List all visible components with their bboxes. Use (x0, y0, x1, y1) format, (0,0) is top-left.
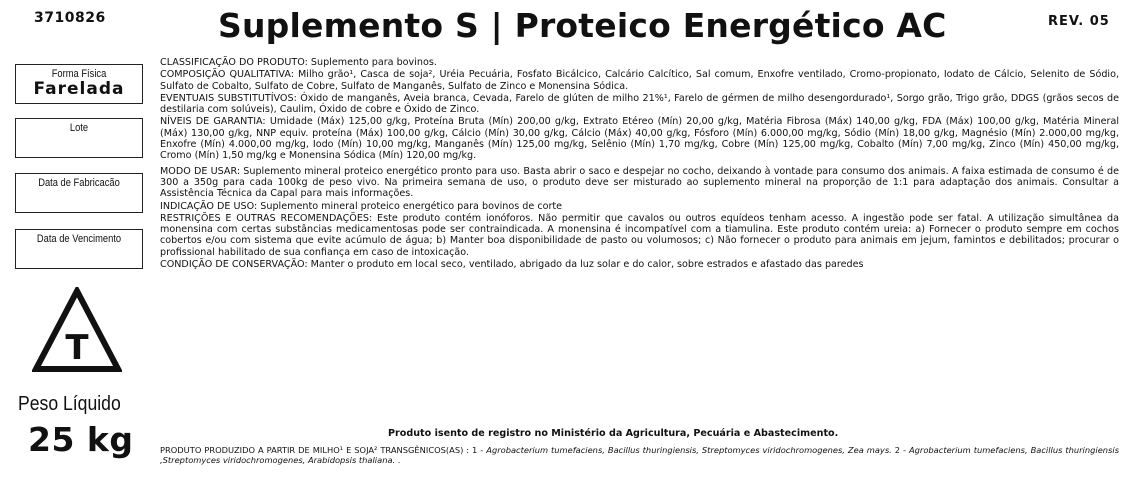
isento-registro-text: Produto isento de registro no Ministério da Agricultura, Pecuária e Abastecimento. (388, 428, 839, 439)
composicao-text: COMPOSIÇÃO QUALITATIVA: Milho grão¹, Casca de soja², Uréia Pecuária, Fosfato Bicálcico, Calcário Calcítico, Sal comum, Enxofre ventilado, Cromo-propionato, Iodato de Cálcio, Selenito de Sódio, Sulfato de Cobalto, Sulfato de Cobre, Sulfato de Manganês, Sulfato de Zinco e Monensina Sódica. (160, 69, 1119, 92)
lote-box (15, 118, 143, 158)
restricoes-text: RESTRIÇÕES E OUTRAS RECOMENDAÇÕES: Este produto contém ionóforos. Não permitir que cavalos ou outros equídeos tenham acesso. A ingestão pode ser fatal. A utilização simultânea da monensina com certas substâncias medicamentosas pode ser contraindicada. A monensina é incompatível com a tiamulina. Este produto contém ureia: a) Fornecer o produto sempre em cochos cobertos e/ou com sistema que evite acúmulo de água; b) Manter boa disponibilidade de pasto ou volumosos; c) Não fornecer o produto para animais em jejum, famintos e debilitados; procurar o profissional habilitado de sua confiança em caso de intoxicação. (160, 212, 1119, 258)
data-fabricacao-box (15, 173, 143, 213)
indicacao-text: INDICAÇÃO DE USO: Suplemento mineral proteico energético para bovinos de corte (160, 200, 563, 212)
garantia-text: NÍVEIS DE GARANTIA: Umidade (Máx) 125,00 g/kg, Proteína Bruta (Mín) 200,00 g/kg, Extrato Etéreo (Mín) 20,00 g/kg, Matéria Fibrosa (Máx) 140,00 g/kg, FDA (Máx) 100,00 g/kg, Matéria Mineral (Máx) 130,00 g/kg, NNP equiv. proteína (Máx) 100,00 g/kg, Cálcio (Mín) 30,00 g/kg, Cálcio (Máx) 40,00 g/kg, Fósforo (Mín) 6.000,00 mg/kg, Sódio (Mín) 18,00 g/kg, Magnésio (Mín) 2.000,00 mg/kg, Enxofre (Mín) 4.000,00 mg/kg, Iodo (Mín) 10,00 mg/kg, Manganês (Mín) 125,00 mg/kg, Selênio (Mín) 1,70 mg/kg, Cobre (Mín) 125,00 mg/kg, Cobalto (Mín) 7,00 mg/kg, Zinco (Mín) 450,00 mg/kg, Cromo (Mín) 1,50 mg/kg e Monensina Sódica (Mín) 120,00 mg/kg. (160, 116, 1119, 162)
organismos-sep: 2 - (891, 445, 909, 455)
transgenicos-prefix: PRODUTO PRODUZIDO A PARTIR DE MILHO¹ E SOJA² TRANSGÊNICOS(AS) : 1 - (160, 445, 487, 455)
substitutivos-text: EVENTUAIS SUBSTITUTÍVOS: Óxido de manganês, Aveia branca, Cevada, Farelo de glúten de milho 21%¹, Farelo de gérmen de milho desengordurado¹, Sorgo grão, Trigo grão, DDGS (grãos secos de destilaria com solúveis), Caulim, Óxido de cobre e Óxido de Zinco. (160, 92, 1119, 116)
peso-liquido-label: Peso Líquido (18, 393, 121, 415)
lote-label: Lote (69, 122, 89, 134)
data-vencimento-box (15, 229, 143, 269)
triangle-letter: T (65, 328, 89, 368)
peso-liquido-value: 25 kg (28, 420, 134, 459)
data-fabricacao-label: Data de Fabricacão (38, 177, 120, 189)
revision-label: REV. 05 (1048, 14, 1110, 29)
classificacao-text: CLASSIFICAÇÃO DO PRODUTO: Suplemento para bovinos. (160, 57, 437, 68)
data-vencimento-label: Data de Vencimento (36, 233, 122, 245)
transgenicos-footnote (160, 445, 1119, 465)
conservacao-text: CONDIÇÃO DE CONSERVAÇÃO: Manter o produto em local seco, ventilado, abrigado da luz solar e do calor, sobre estrados e afastado das paredes (160, 259, 864, 271)
transgenic-t-icon (32, 287, 122, 373)
page-title: Suplemento S | Proteico Energético AC (218, 6, 947, 45)
organismos-1: Agrobacterium tumefaciens, Bacillus thuringiensis, Streptomyces viridochromogenes, Zea mays. (486, 445, 892, 455)
forma-fisica-value: Farelada (33, 79, 125, 99)
forma-fisica-box (15, 64, 143, 104)
footnote-tail: . (395, 455, 401, 465)
label-content (160, 57, 1119, 271)
modo-de-usar-text: MODO DE USAR: Suplemento mineral proteico energético pronto para uso. Basta abrir o saco e despejar no cocho, deixando à vontade para consumo dos animais. A faixa estimada de consumo é de 300 a 350g para cada 100kg de peso vivo. Na primeira semana de uso, o produto deve ser misturado ao suplemento mineral na proporção de 1:1 para adaptação dos animais. Consultar a Assistência Técnica da Capal para mais informações. (160, 165, 1119, 200)
forma-fisica-label: Forma Física (51, 68, 107, 80)
product-code: 3710826 (34, 10, 106, 26)
organismos-2: Agrobacterium tumefaciens, Bacillus thuringiensis ,Streptomyces viridochromogenes, Arabidopsis thaliana. (160, 445, 1120, 465)
